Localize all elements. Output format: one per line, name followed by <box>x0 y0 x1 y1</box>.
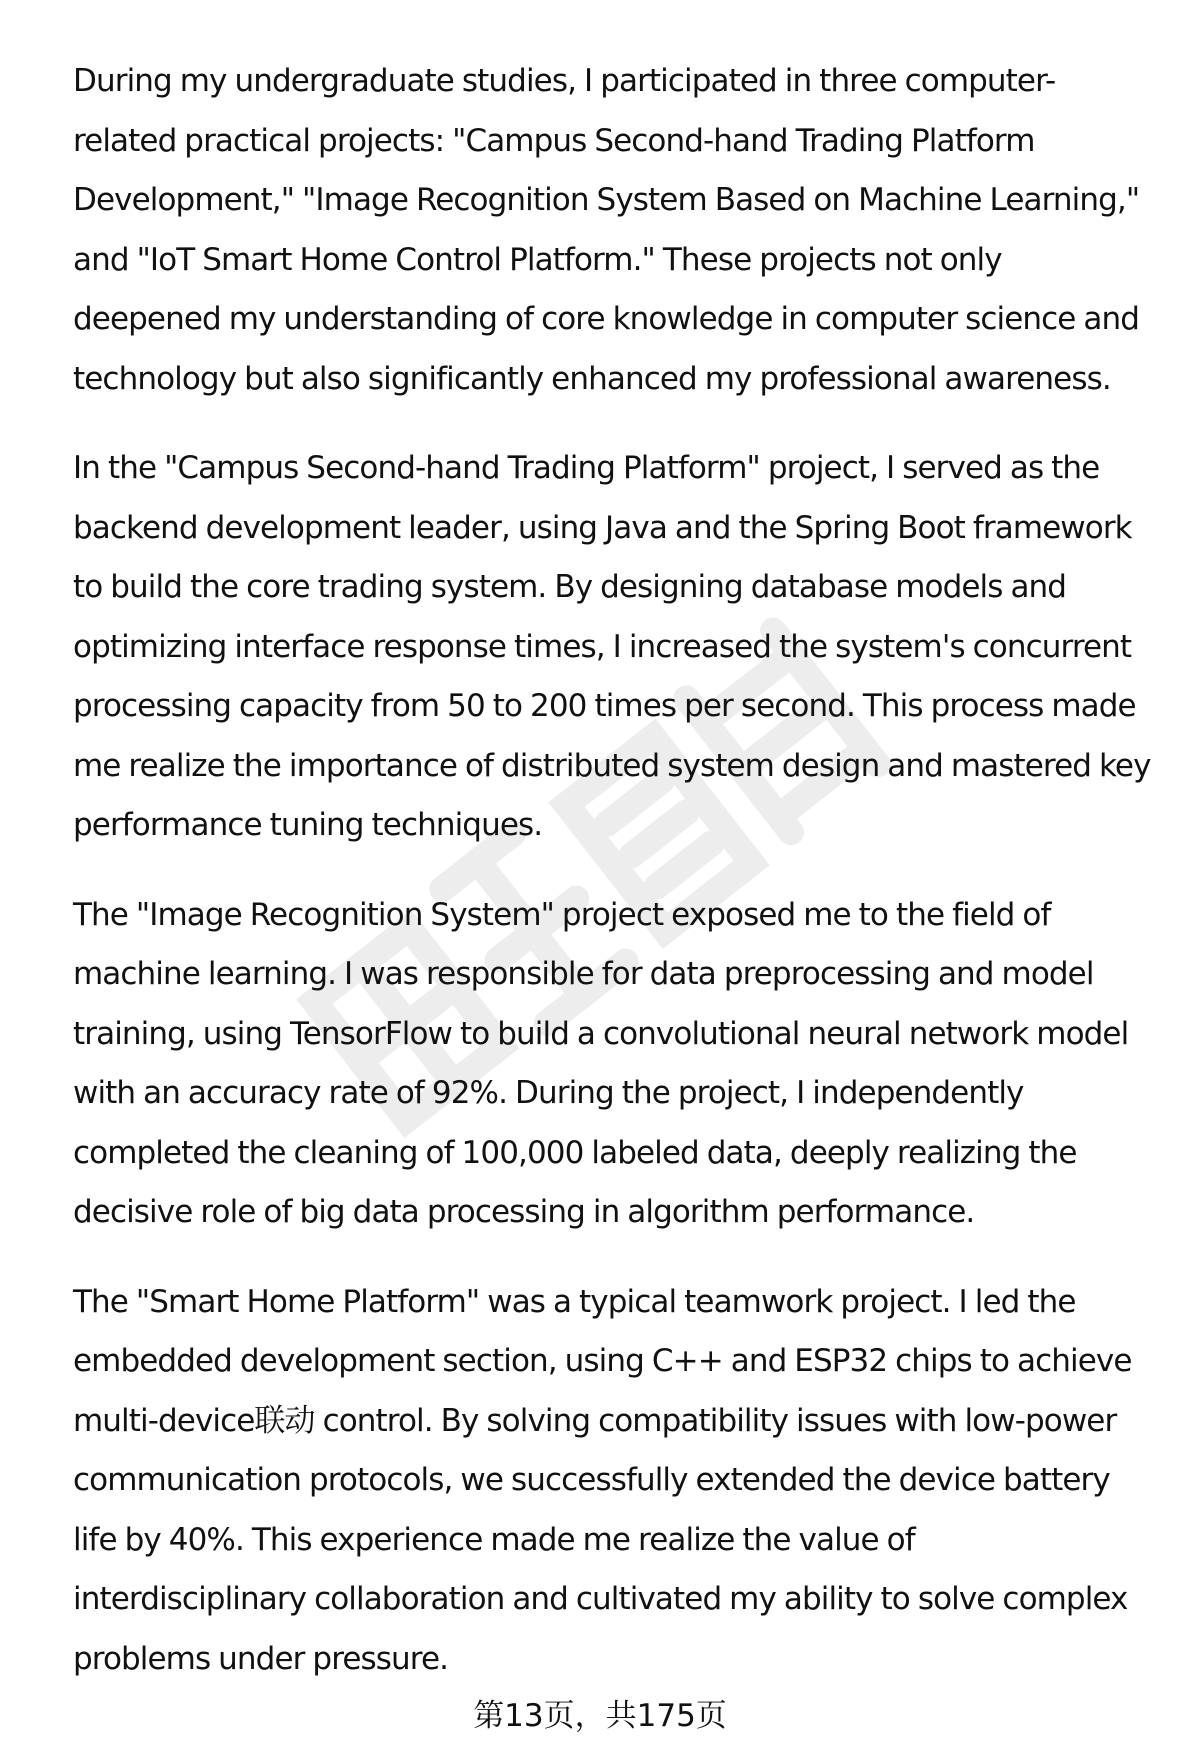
paragraph-image-recognition: The "Image Recognition System" project exposed me to the field of machine learning. I was responsible for data preprocessing and model training, using TensorFlow to build a convolutional neural network model with an accuracy rate of 92%. During the project, I independently completed the cleaning of 100,000 labeled data, deeply realizing the decisive role of big data processing in algorithm performance. <box>73 896 1129 1230</box>
paragraph-smart-home: The "Smart Home Platform" was a typical teamwork project. I led the embedded development section, using C++ and ESP32 chips to achieve multi-device联动 control. By solving compatibility issues with low-power communication protocols, we successfully extended the device battery life by 40%. This experience made me realize the value of interdisciplinary collaboration and cultivated my ability to solve complex problems under pressure. <box>73 1283 1132 1677</box>
document-page <box>73 52 1153 1719</box>
paragraph-intro: During my undergraduate studies, I participated in three computer-related practical projects: "Campus Second-hand Trading Platform Development," "Image Recognition System Based on Machine Learning," and "IoT Smart Home Control Platform." These projects not only deepened my understanding of core knowledge in computer science and technology but also significantly enhanced my professional awareness. <box>73 63 1140 397</box>
page-number-footer: 第13页，共175页 <box>473 1698 727 1734</box>
paragraph-trading-platform: In the "Campus Second-hand Trading Platform" project, I served as the backend development leader, using Java and the Spring Boot framework to build the core trading system. By designing database models and optimizing interface response times, I increased the system's concurrent processing capacity from 50 to 200 times per second. This process made me realize the importance of distributed system design and mastered key performance tuning techniques. <box>73 450 1151 843</box>
